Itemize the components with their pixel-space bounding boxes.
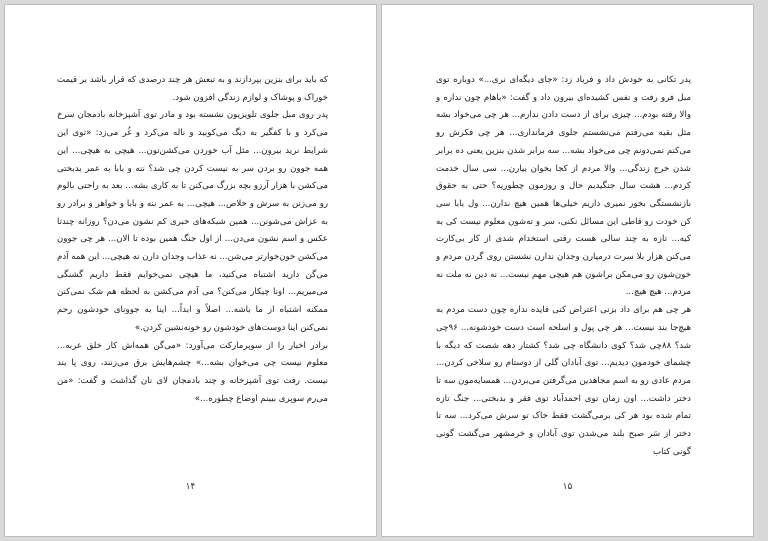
paragraph: پدر روی مبل جلوی تلویزیون نشسته بود و مادر توی آشپزخانه بادمجان سرخ می‌کرد و با کفگیر به دیگ می‌کوبید و ناله می‌کرد و غُر می‌زد: «توی این شرایط نرید بیرون... مثل آب خوردن می‌کشن‌تون... هیچی به هیچی... این همه جوون رو بردن سر به نیست کردن چی شد؟ ننه و بابا به عمر بدبختی می‌کشن با هزار آرزو بچه بزرگ می‌کنن تا به کاری بشه... بعد به راحتی بالوم رو می‌زنن به سرش و خلاص... هیچی... به عمر ننه و بابا و خواهر و برادر رو به عزاش می‌شونن... همین شبکه‌های خبری کم نشون می‌دن؟ روزانه چندتا عکس و اسم نشون می‌دن... از اول جنگ همین بوده تا الان... هر چی جوون می‌کشن خون‌خوارتر می‌شن... نه عذاب وجدان دارن نه هیچی... این همه آدم می‌گن دارید اشتباه می‌کنید، ما هیچی نمی‌خوایم فقط داریم گشنگی می‌میریم... اونا چیکار می‌کنن؟ می آدم می‌کشن به لحظه هم شک نمی‌کنن ممکنه اشتباه از ما باشه... اصلاً و ابداً... اینا به جوونای خودشون رحم نمی‌کنن اینا دوست‌های خودشون رو خونه‌نشین کردن.» xyxy=(57,110,328,333)
paragraph: هر چی هم برای داد بزنی اعتراض کنی فایده نداره چون دست مردم به هیچ‌جا بند نیست... هر چی پول و اسلحه است دست خودشونه... ۹۶چی شد؟ ۸۸چی شد؟ کوی دانشگاه چی شد؟ کشتار دهه شصت که دیگه با چشمای خودمون دیدیم... توی آبادان گلی از دوستام رو سلاخی کردن... مردم عادی رو به اسم مجاهدین می‌گرفتن می‌بردن... همسایه‌مون سه تا دختر داشت... اون زمان توی احمدآباد توی فقر و بدبختی... جنگ تازه تمام شده بود هر کی برمی‌گشت فقط خاک تو سرش می‌کرد... سه تا دختر از سَر صبح بلند می‌شدن توی آبادان و خرمشهر می‌گشت گونی گونی کتاب xyxy=(436,305,692,457)
left-page-text xyxy=(57,72,328,408)
page-number: ۱۴ xyxy=(185,482,196,492)
page-number: ۱۵ xyxy=(562,482,573,492)
left-page xyxy=(4,4,377,537)
paragraph: که باید برای بنزین بپردازند و به تبعش هر چند درصدی که قرار باشد بر قیمت خوراک و پوشاک و لوازم زندگی افزون شود. xyxy=(57,75,328,103)
paragraph: برادر اخبار را از سوپرمارکت می‌آورد: «می‌گن همه‌اش کار خلق عربه... معلوم نیست چی می‌خوان بشه...» چشم‌هایش برق می‌زنند، روی پا بند نیست. رفت توی آشپزخانه و چند بادمجان لای نان گذاشت و گفت: «من می‌رم سوپری ببینم اوضاع چطوره...» xyxy=(57,340,328,404)
paragraph: پدر تکانی به خودش داد و فریاد زد: «جای دیگه‌ای نری...» دوباره توی مبل فرو رفت و نفس کشیده‌ای بیرون داد و گفت: «باهام چون نداره و والا رفته بودم... چیزی برای از دست دادن ندارم... هر چی می‌خواد بشه مثل بقیه می‌رفتم می‌نشستم جلوی فرمانداری... هر چی فکرش رو می‌کنم نمی‌دونم چی می‌خواد بشه... سه برابر شدن بنزین یعنی ده برابر شدن خرج زندگی... والا مردم از کجا بخوان بیارن... سی سال خدمت کردم... هشت سال جنگیدیم حال و روزمون چطوریه؟ حتی به حقوق بازنشستگی بخور نمیری داریم خیلی‌ها همین هیچ ندارن... ول بابا سی کن خودت رو قاطی این مسائل نکنی، سر و ته‌شون معلوم نیست کی به کیه... تازه به چند سالی هست رفتی استخدام شدی از کار بی‌کارت می‌کنن هزار بلا سرت درمیارن وجدان ندارن نشستن روی گردن مردم و خون‌شون رو می‌مکن براشون هم هیچی مهم نیست... نه دین نه ملت نه مردم... هیچ هیچ... xyxy=(436,75,691,298)
right-page xyxy=(381,4,754,537)
right-page-text xyxy=(436,72,691,461)
